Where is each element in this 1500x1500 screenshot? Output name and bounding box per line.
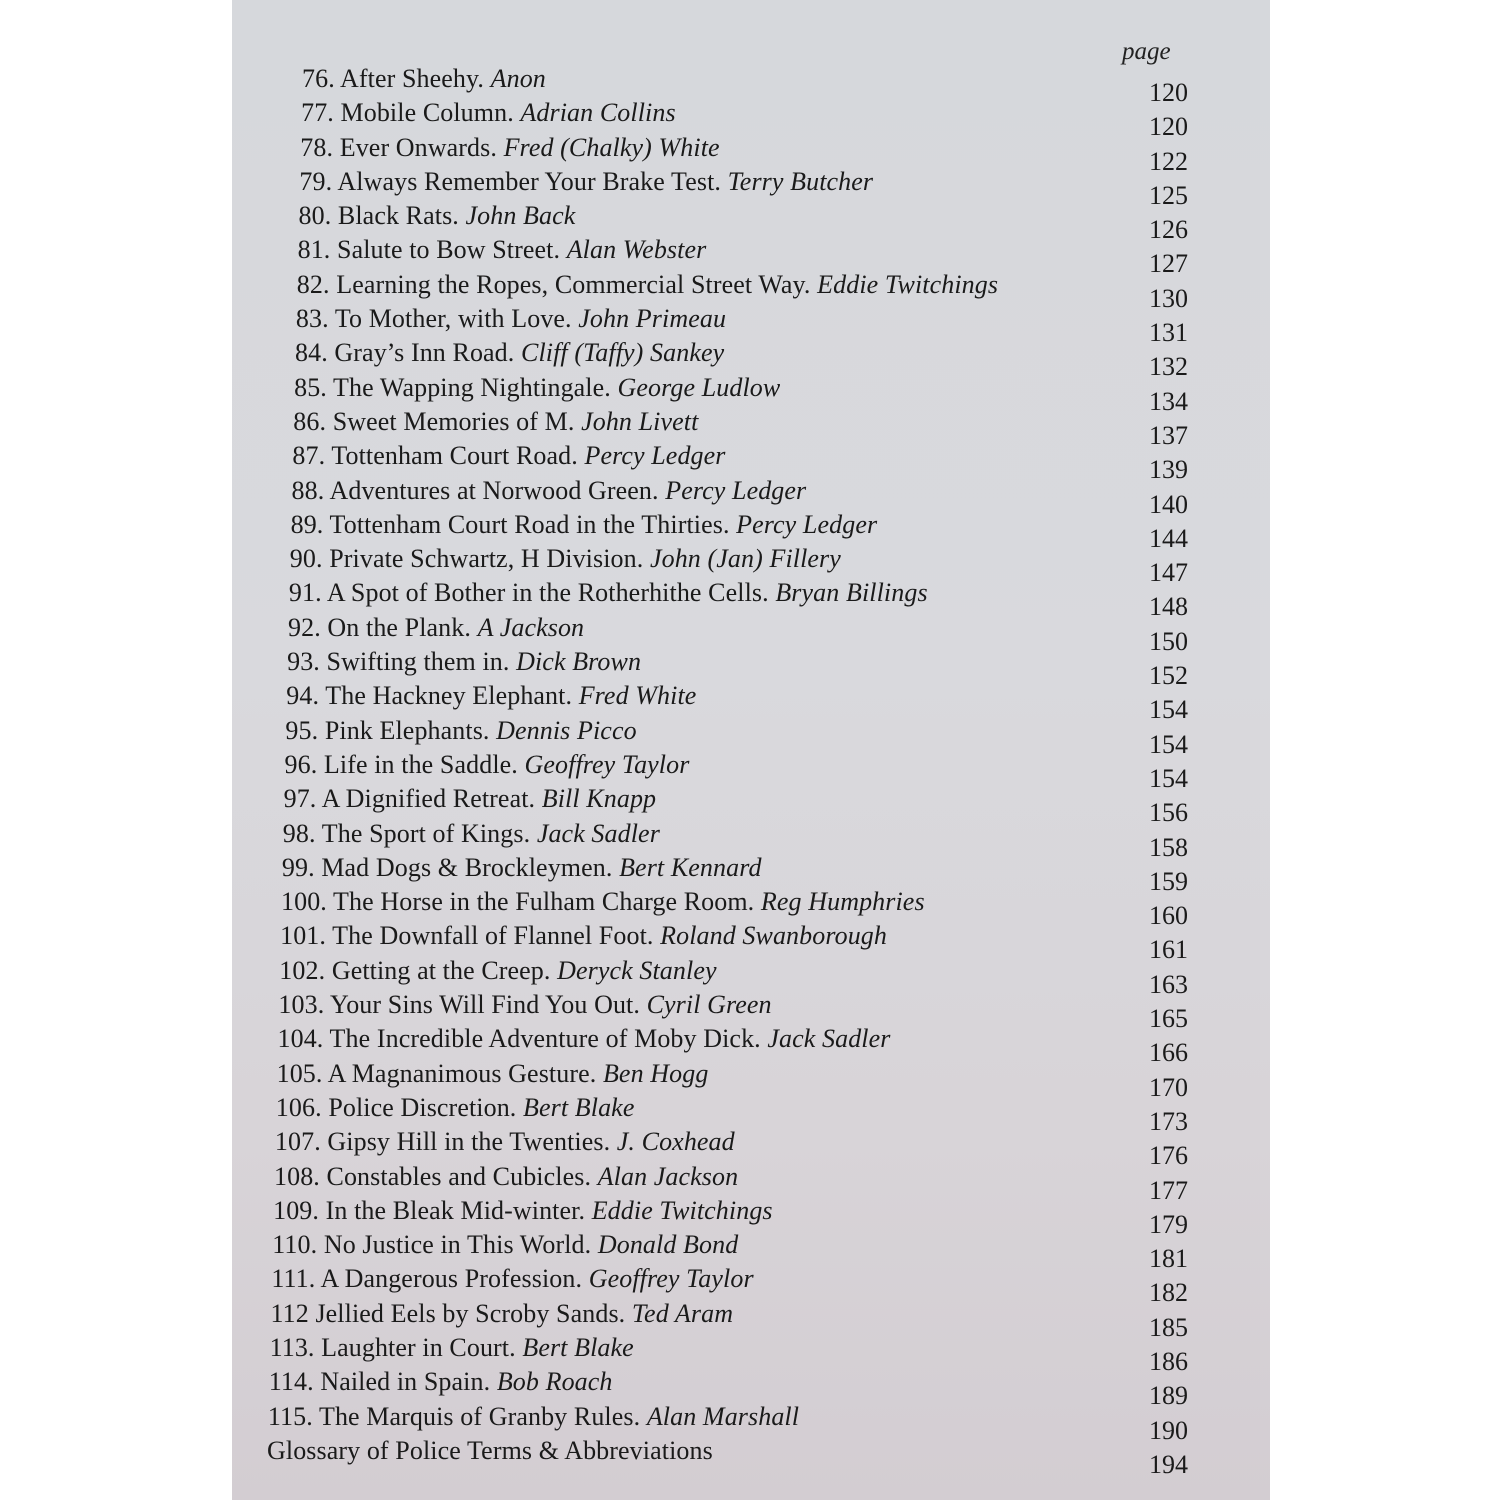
entry-author: Bob Roach [496, 1367, 613, 1397]
entry-page-number: 154 [1149, 729, 1188, 759]
entry-page-number: 137 [1149, 420, 1188, 450]
toc-entry [232, 475, 1270, 519]
entry-page-number: 179 [1149, 1209, 1188, 1239]
entry-page-number: 122 [1149, 146, 1188, 176]
entry-title: Tottenham Court Road. [331, 441, 578, 471]
entry-page-number: 158 [1149, 832, 1188, 862]
toc-entry-text [282, 853, 762, 883]
table-of-contents [232, 64, 1270, 1479]
entry-author: Bert Blake [522, 1332, 634, 1362]
entry-author: Jack Sadler [536, 818, 660, 848]
entry-title: After Sheehy. [339, 64, 484, 93]
entry-title: The Horse in the Fulham Charge Room. [333, 887, 755, 917]
toc-entry [232, 235, 1270, 279]
toc-entry-text [295, 338, 724, 368]
entry-number: 88. [291, 475, 325, 505]
toc-entry [232, 612, 1270, 656]
entry-number: 113. [269, 1332, 315, 1362]
toc-entry [232, 304, 1270, 348]
toc-entry [232, 1367, 1270, 1411]
entry-number: 89. [290, 509, 324, 539]
entry-author: John (Jan) Fillery [649, 544, 841, 574]
entry-author: Adrian Collins [520, 98, 676, 128]
toc-entry [232, 338, 1270, 382]
entry-author: Alan Webster [566, 235, 707, 265]
entry-number: 115. [267, 1401, 313, 1431]
toc-entry-text [290, 544, 841, 574]
entry-author: John Back [465, 201, 576, 231]
entry-title: Black Rats. [337, 201, 459, 231]
toc-entry [232, 441, 1270, 485]
toc-entry-text [283, 819, 660, 849]
toc-entry-text [277, 1059, 709, 1089]
entry-title: The Incredible Adventure of Moby Dick. [329, 1024, 761, 1054]
toc-entry-text [288, 613, 584, 643]
entry-number: 76. [302, 64, 335, 93]
entry-number: 106. [275, 1092, 322, 1122]
entry-number: 103. [278, 990, 325, 1020]
entry-page-number: 161 [1149, 935, 1188, 965]
entry-number: 83. [295, 304, 329, 334]
entry-number: 98. [282, 818, 316, 848]
entry-page-number: 177 [1149, 1175, 1188, 1205]
entry-page-number: 131 [1149, 318, 1188, 348]
toc-entry-text [276, 1093, 635, 1123]
entry-title: Constables and Cubicles. [326, 1161, 592, 1191]
entry-title: Pink Elephants. [324, 715, 490, 745]
toc-entry-text [301, 98, 676, 128]
entry-title: No Justice in This World. [323, 1230, 592, 1260]
entry-title: The Marquis of Granby Rules. [318, 1401, 641, 1431]
entry-number: 80. [298, 201, 332, 231]
entry-author: John Primeau [578, 304, 727, 334]
toc-entry-text [269, 1367, 613, 1397]
entry-author: Bert Kennard [619, 852, 762, 882]
toc-entry-text [274, 1162, 738, 1192]
toc-entry-text [278, 1024, 891, 1054]
toc-entry-text [273, 1196, 773, 1226]
entry-author: Bill Knapp [541, 784, 657, 814]
toc-entry-text [271, 1264, 753, 1294]
toc-entry [232, 132, 1270, 176]
entry-author: Percy Ledger [584, 441, 726, 471]
toc-entry [232, 509, 1270, 553]
entry-title: Swifting them in. [326, 647, 510, 677]
entry-author: Bryan Billings [775, 578, 928, 608]
entry-page-number: 139 [1149, 455, 1188, 485]
toc-entry-text [285, 716, 636, 746]
entry-title: Learning the Ropes, Commercial Street Way. [336, 269, 811, 299]
toc-entry [232, 955, 1270, 999]
entry-page-number: 156 [1149, 798, 1188, 828]
toc-entry [232, 1401, 1270, 1445]
toc-entry-text [296, 304, 726, 334]
entry-title: To Mother, with Love. [334, 304, 572, 334]
entry-number: 114. [268, 1367, 314, 1397]
entry-author: Percy Ledger [736, 509, 878, 539]
entry-author: Fred White [578, 681, 697, 711]
entry-number: 97. [283, 784, 317, 814]
entry-title: Laughter in Court. [321, 1332, 516, 1362]
toc-entry-text [293, 407, 698, 437]
toc-entry [232, 647, 1270, 691]
entry-number: 78. [300, 132, 334, 162]
entry-title: Private Schwartz, H Division. [329, 544, 644, 574]
toc-entry-text [291, 510, 878, 540]
entry-title: Salute to Bow Street. [337, 235, 561, 265]
toc-entry [232, 406, 1270, 450]
entry-title: Ever Onwards. [339, 132, 497, 162]
entry-author: Donald Bond [597, 1230, 739, 1260]
entry-number: 105. [276, 1058, 323, 1088]
entry-author: Eddie Twitchings [591, 1195, 773, 1225]
toc-entry-text [278, 990, 771, 1020]
toc-entry-text [280, 921, 887, 951]
toc-entry-text [285, 750, 690, 780]
entry-title: The Downfall of Flannel Foot. [332, 921, 654, 951]
entry-number: 96. [284, 749, 318, 779]
entry-author: Bert Blake [523, 1092, 635, 1122]
entry-page-number: 152 [1149, 661, 1188, 691]
entry-author: Fred (Chalky) White [503, 132, 720, 162]
entry-number: 102. [279, 955, 326, 985]
entry-title: Gipsy Hill in the Twenties. [327, 1127, 611, 1157]
entry-author: Geoffrey Taylor [588, 1264, 754, 1294]
entry-number: 111. [271, 1264, 316, 1294]
toc-entry [232, 544, 1270, 588]
entry-number: 93. [287, 647, 320, 677]
toc-entry [232, 269, 1270, 313]
toc-entry [232, 887, 1270, 931]
toc-entry-text [289, 578, 928, 608]
entry-page-number: 127 [1149, 249, 1188, 279]
toc-entry [232, 852, 1270, 896]
entry-title: Adventures at Norwood Green. [329, 475, 659, 505]
toc-entry-text [284, 784, 657, 814]
entry-number: 79. [299, 166, 333, 196]
toc-entry [232, 1127, 1270, 1171]
entry-number: 99. [281, 852, 315, 882]
toc-entry-text [286, 681, 696, 711]
entry-number: 108. [274, 1161, 320, 1191]
entry-author: John Livett [581, 406, 699, 436]
entry-page-number: 160 [1149, 901, 1188, 931]
toc-entry-text [270, 1333, 634, 1363]
toc-entry-text [267, 1436, 713, 1466]
toc-entry [232, 749, 1270, 793]
toc-entry-text [271, 1299, 734, 1329]
entry-title: The Wapping Nightingale. [333, 372, 611, 402]
entry-author: Reg Humphries [760, 887, 925, 917]
entry-number: 82. [296, 269, 330, 299]
entry-number: 101. [280, 921, 326, 951]
entry-page-number: 189 [1149, 1381, 1188, 1411]
entry-author: Ben Hogg [602, 1058, 709, 1088]
entry-number: 85. [294, 372, 327, 402]
toc-entry [232, 1298, 1270, 1342]
toc-entry [232, 98, 1270, 142]
toc-entry-text [294, 373, 780, 403]
entry-number: 77. [301, 98, 334, 128]
entry-author: A Jackson [477, 612, 585, 642]
entry-title: Mobile Column. [340, 98, 514, 128]
toc-entry-text [298, 235, 707, 265]
entry-page-number: 154 [1149, 695, 1188, 725]
toc-entry [232, 201, 1270, 245]
toc-entry-text [272, 1230, 738, 1260]
toc-entry-text [279, 956, 716, 986]
toc-entry [232, 1435, 1270, 1479]
toc-entry [232, 1332, 1270, 1376]
entry-author: George Ludlow [617, 372, 781, 402]
entry-number: 91. [288, 578, 322, 608]
entry-title: Police Discretion. [328, 1092, 517, 1122]
entry-title: A Dangerous Profession. [320, 1264, 583, 1294]
entry-author: Cyril Green [646, 990, 772, 1020]
toc-entry [232, 715, 1270, 759]
entry-page-number: 148 [1149, 592, 1188, 622]
entry-author: Terry Butcher [727, 166, 874, 196]
toc-entry [232, 784, 1270, 828]
entry-title: On the Plank. [327, 612, 471, 642]
toc-entry [232, 166, 1270, 210]
toc-entry [232, 64, 1270, 107]
entry-page-number: 154 [1149, 763, 1188, 793]
toc-entry-text [287, 647, 641, 677]
entry-author: Anon [490, 64, 546, 93]
entry-number: 107. [274, 1127, 321, 1157]
entry-page-number: 134 [1149, 386, 1188, 416]
entry-number: 84. [295, 338, 328, 368]
entry-title: Jellied Eels by Scroby Sands. [315, 1298, 626, 1328]
toc-entry [232, 1230, 1270, 1274]
entry-title: Mad Dogs & Brockleymen. [321, 852, 613, 882]
entry-title: A Magnanimous Gesture. [327, 1058, 597, 1088]
toc-entry [232, 990, 1270, 1034]
entry-page-number: 186 [1149, 1346, 1188, 1376]
toc-entry-text [299, 167, 873, 197]
entry-title: Tottenham Court Road in the Thirties. [329, 509, 730, 539]
entry-title: Always Remember Your Brake Test. [337, 166, 722, 196]
toc-entry-text [297, 270, 998, 300]
entry-number: 92. [288, 612, 321, 642]
toc-entry-text [292, 476, 807, 506]
entry-author: Geoffrey Taylor [524, 749, 690, 779]
entry-number: 109. [273, 1195, 319, 1225]
entry-title: Your Sins Will Find You Out. [329, 990, 640, 1020]
toc-entry-text [302, 64, 546, 94]
book-page [232, 0, 1270, 1500]
toc-entry-text [300, 133, 719, 163]
entry-author: Roland Swanborough [660, 921, 888, 951]
entry-number: 87. [292, 441, 326, 471]
entry-author: Dennis Picco [496, 715, 637, 745]
entry-title: Sweet Memories of M. [332, 406, 575, 436]
entry-title: A Spot of Bother in the Rotherhithe Cells. [326, 578, 769, 608]
toc-entry-text [268, 1402, 799, 1432]
entry-page-number: 130 [1149, 283, 1188, 313]
entry-page-number: 166 [1149, 1038, 1188, 1068]
entry-page-number: 190 [1149, 1415, 1188, 1445]
entry-page-number: 132 [1149, 352, 1188, 382]
entry-author: Ted Aram [631, 1298, 734, 1328]
entry-page-number: 170 [1149, 1072, 1188, 1102]
entry-author: Alan Marshall [646, 1401, 800, 1431]
toc-entry-text [299, 201, 576, 231]
entry-number: 90. [289, 544, 323, 574]
entry-page-number: 147 [1149, 558, 1188, 588]
entry-page-number: 173 [1149, 1106, 1188, 1136]
entry-title: Life in the Saddle. [323, 749, 518, 779]
toc-entry [232, 578, 1270, 622]
entry-page-number: 144 [1149, 523, 1188, 553]
entry-page-number: 165 [1149, 1004, 1188, 1034]
entry-number: 86. [293, 406, 327, 436]
entry-title: The Sport of Kings. [321, 818, 531, 848]
entry-page-number: 181 [1149, 1244, 1188, 1274]
entry-number: 94. [286, 681, 320, 711]
entry-author: Percy Ledger [665, 475, 807, 505]
entry-title: Getting at the Creep. [331, 955, 551, 985]
entry-title: A Dignified Retreat. [321, 784, 536, 814]
toc-entry [232, 372, 1270, 416]
entry-author: Alan Jackson [597, 1161, 739, 1191]
toc-entry [232, 921, 1270, 965]
toc-entry-text [275, 1127, 735, 1157]
entry-page-number: 126 [1149, 215, 1188, 245]
entry-page-number: 182 [1149, 1278, 1188, 1308]
toc-entry [232, 1195, 1270, 1239]
entry-author: J. Coxhead [616, 1127, 735, 1157]
entry-author: Cliff (Taffy) Sankey [521, 338, 725, 368]
entry-page-number: 140 [1149, 489, 1188, 519]
entry-page-number: 125 [1149, 180, 1188, 210]
entry-title: The Hackney Elephant. [325, 681, 573, 711]
entry-title: Nailed in Spain. [320, 1367, 491, 1397]
entry-number: 104. [277, 1024, 324, 1054]
entry-title: Glossary of Police Terms & Abbreviations [267, 1435, 713, 1465]
entry-author: Eddie Twitchings [817, 269, 999, 299]
entry-number: 81. [297, 235, 331, 265]
entry-number: 110. [272, 1230, 318, 1260]
toc-entry [232, 1092, 1270, 1136]
entry-number: 95. [285, 715, 319, 745]
entry-author: Dick Brown [516, 647, 642, 677]
entry-page-number: 163 [1149, 969, 1188, 999]
entry-page-number: 120 [1149, 78, 1188, 107]
toc-entry [232, 818, 1270, 862]
entry-page-number: 176 [1149, 1141, 1188, 1171]
entry-title: Gray’s Inn Road. [334, 338, 515, 368]
toc-entry [232, 1058, 1270, 1102]
page-column-header: page [1122, 38, 1171, 65]
toc-entry [232, 1161, 1270, 1205]
toc-entry-text [281, 887, 925, 917]
toc-entry-text [292, 441, 725, 471]
toc-entry [232, 681, 1270, 725]
entry-author: Jack Sadler [767, 1024, 891, 1054]
entry-page-number: 120 [1149, 112, 1188, 142]
entry-number: 112 [270, 1298, 309, 1328]
entry-number: 100. [281, 887, 327, 917]
entry-page-number: 150 [1149, 626, 1188, 656]
entry-page-number: 159 [1149, 866, 1188, 896]
toc-entry [232, 1264, 1270, 1308]
entry-page-number: 185 [1149, 1312, 1188, 1342]
entry-author: Deryck Stanley [557, 955, 717, 985]
toc-entry [232, 1024, 1270, 1068]
entry-page-number: 194 [1149, 1449, 1188, 1479]
entry-title: In the Bleak Mid-winter. [325, 1195, 586, 1225]
